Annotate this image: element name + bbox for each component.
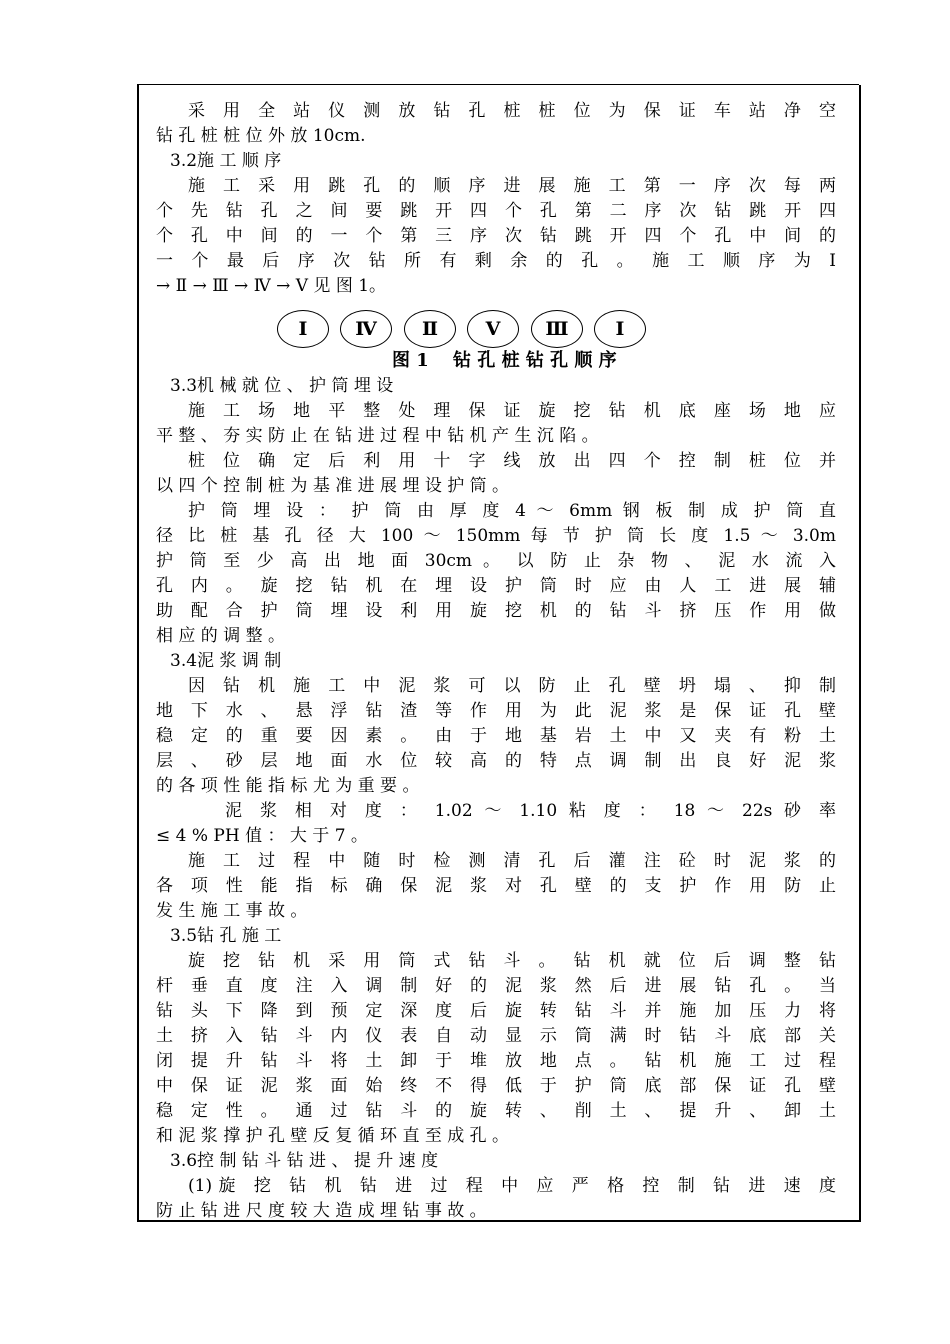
paragraph-line: 因 钻 机 施 工 中 泥 浆 可 以 防 止 孔 壁 坍 塌 、 抑 制 — [188, 676, 836, 696]
section-heading: 3.4泥 浆 调 制 — [170, 651, 282, 671]
paragraph-line: 护 筒 埋 设 ： 护 筒 由 厚 度 4 ～ 6mm 钢 板 制 成 护 筒 直 — [188, 501, 836, 521]
paragraph-line: 钻 孔 桩 桩 位 外 放 10cm. — [156, 126, 366, 146]
paragraph-line: 施 工 场 地 平 整 处 理 保 证 旋 挖 钻 机 底 座 场 地 应 — [188, 401, 836, 421]
paragraph-line: 径 比 桩 基 孔 径 大 100 ～ 150mm 每 节 护 筒 长 度 1.5 ～ 3.0m — [156, 526, 836, 546]
section-heading: 3.2施 工 顺 序 — [170, 151, 282, 171]
paragraph-line: 杆 垂 直 度 注 入 调 制 好 的 泥 浆 然 后 进 展 钻 孔 。 当 — [156, 976, 836, 996]
paragraph-line: 施 工 过 程 中 随 时 检 测 清 孔 后 灌 注 砼 时 泥 浆 的 — [188, 851, 836, 871]
hole-oval: Ⅴ — [467, 310, 519, 348]
paragraph-line: 施 工 采 用 跳 孔 的 顺 序 进 展 施 工 第 一 序 次 每 两 — [188, 176, 836, 196]
paragraph-line: (1)旋 挖 钻 机 钻 进 过 程 中 应 严 格 控 制 钻 进 速 度 — [188, 1176, 836, 1196]
paragraph-line: 相 应 的 调 整 。 — [156, 626, 286, 646]
paragraph-line: 泥 浆 相 对 度 ： 1.02 ～ 1.10 粘 度 ： 18 ～ 22s 砂 率 — [225, 801, 836, 821]
paragraph-line: 个 孔 中 间 的 一 个 第 三 序 次 钻 跳 开 四 个 孔 中 间 的 — [156, 226, 836, 246]
paragraph-line: 闭 提 升 钻 斗 将 土 卸 于 堆 放 地 点 。 钻 机 施 工 过 程 — [156, 1051, 836, 1071]
hole-oval: Ⅲ — [531, 310, 583, 348]
paragraph-line: 桩 位 确 定 后 利 用 十 字 线 放 出 四 个 控 制 桩 位 并 — [188, 451, 836, 471]
paragraph-line: 发 生 施 工 事 故 。 — [156, 901, 308, 921]
paragraph-line: 个 先 钻 孔 之 间 要 跳 开 四 个 孔 第 二 序 次 钻 跳 开 四 — [156, 201, 836, 221]
paragraph-line: 以 四 个 控 制 桩 为 基 准 进 展 埋 设 护 筒 。 — [156, 476, 510, 496]
paragraph-line: 的 各 项 性 能 指 标 尤 为 重 要 。 — [156, 776, 420, 796]
paragraph-line: 土 挤 入 钻 斗 内 仪 表 自 动 显 示 筒 满 时 钻 斗 底 部 关 — [156, 1026, 836, 1046]
paragraph-line: 一 个 最 后 序 次 钻 所 有 剩 余 的 孔 。 施 工 顺 序 为 Ⅰ — [156, 251, 836, 271]
paragraph-line: 护 筒 至 少 高 出 地 面 30cm 。 以 防 止 杂 物 、 泥 水 流 入 — [156, 551, 836, 571]
paragraph-line: 稳 定 性 。 通 过 钻 斗 的 旋 转 、 削 土 、 提 升 、 卸 土 — [156, 1101, 836, 1121]
section-heading: 3.6控 制 钻 斗 钻 进 、 提 升 速 度 — [170, 1151, 439, 1171]
figure-1-diagram — [277, 310, 657, 348]
paragraph-line: 平 整 、 夯 实 防 止 在 钻 进 过 程 中 钻 机 产 生 沉 陷 。 — [156, 426, 599, 446]
hole-oval: Ⅱ — [404, 310, 456, 348]
paragraph-line: 地 下 水 、 悬 浮 钻 渣 等 作 用 为 此 泥 浆 是 保 证 孔 壁 — [156, 701, 836, 721]
paragraph-line: 和 泥 浆 撑 护 孔 壁 反 复 循 环 直 至 成 孔 。 — [156, 1126, 510, 1146]
hole-oval: Ⅰ — [594, 310, 646, 348]
paragraph-line: 钻 头 下 降 到 预 定 深 度 后 旋 转 钻 斗 并 施 加 压 力 将 — [156, 1001, 836, 1021]
paragraph-line: 旋 挖 钻 机 采 用 筒 式 钻 斗 。 钻 机 就 位 后 调 整 钻 — [188, 951, 836, 971]
section-heading: 3.3机 械 就 位 、 护 筒 埋 设 — [170, 376, 394, 396]
paragraph-line: 层 、 砂 层 地 面 水 位 较 高 的 特 点 调 制 出 良 好 泥 浆 — [156, 751, 836, 771]
paragraph-line: 防 止 钻 进 尺 度 较 大 造 成 埋 钻 事 故 。 — [156, 1201, 487, 1221]
paragraph-line: 稳 定 的 重 要 因 素 。 由 于 地 基 岩 土 中 又 夹 有 粉 土 — [156, 726, 836, 746]
paragraph-line: 孔 内 。 旋 挖 钻 机 在 埋 设 护 筒 时 应 由 人 工 进 展 辅 — [156, 576, 836, 596]
paragraph-line: 助 配 合 护 筒 埋 设 利 用 旋 挖 机 的 钻 斗 挤 压 作 用 做 — [156, 601, 836, 621]
paragraph-line: 采 用 全 站 仪 测 放 钻 孔 桩 桩 位 为 保 证 车 站 净 空 — [188, 101, 836, 121]
paragraph-line: 中 保 证 泥 浆 面 始 终 不 得 低 于 护 筒 底 部 保 证 孔 壁 — [156, 1076, 836, 1096]
section-heading: 3.5钻 孔 施 工 — [170, 926, 282, 946]
figure-caption: 图 1 钻 孔 桩 钻 孔 顺 序 — [392, 350, 617, 371]
paragraph-line: → Ⅱ → Ⅲ → Ⅳ → Ⅴ 见 图 1。 — [156, 276, 387, 296]
paragraph-line: ≤ 4 % PH 值 ： 大 于 7 。 — [156, 826, 368, 846]
paragraph-line: 各 项 性 能 指 标 确 保 泥 浆 对 孔 壁 的 支 护 作 用 防 止 — [156, 876, 836, 896]
hole-oval: Ⅰ — [277, 310, 329, 348]
hole-oval: Ⅳ — [340, 310, 392, 348]
